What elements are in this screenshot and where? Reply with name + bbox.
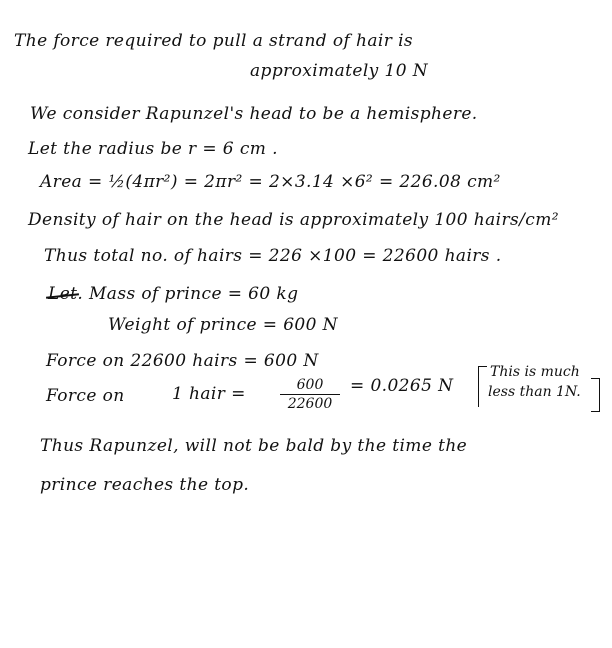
line-force-required: The force required to pull a strand of hair is	[14, 31, 414, 51]
note-line-2: less than 1N.	[488, 384, 581, 400]
line-approximately: approximately 10 N	[250, 61, 428, 81]
line-density: Density of hair on the head is approximately 100 hairs/cm²	[28, 210, 559, 230]
fraction-bar	[280, 394, 340, 395]
struck-word: Let	[48, 284, 78, 304]
note-close-bracket	[591, 378, 600, 412]
line-radius: Let the radius be r = 6 cm .	[28, 139, 278, 159]
mass-text: . Mass of prince = 60 kg	[77, 284, 299, 304]
line-conclusion-1: Thus Rapunzel, will not be bald by the time the	[40, 436, 468, 456]
note-line-1: This is much	[490, 364, 580, 380]
line-area: Area = ½(4πr²) = 2πr² = 2×3.14 ×6² = 226.08 cm²	[40, 172, 501, 192]
line-force-result: = 0.0265 N	[350, 376, 454, 396]
line-force-one-hair: 1 hair =	[172, 384, 246, 404]
line-weight: Weight of prince = 600 N	[108, 315, 338, 335]
line-hemisphere: We consider Rapunzel's head to be a hemisphere.	[30, 104, 478, 124]
note-open-bracket	[478, 366, 487, 407]
line-mass	[48, 284, 298, 304]
fraction	[280, 377, 340, 412]
line-force-one-label: Force on	[46, 386, 125, 406]
fraction-denominator: 22600	[287, 396, 333, 412]
fraction-numerator: 600	[296, 377, 324, 393]
line-conclusion-2: prince reaches the top.	[40, 475, 250, 495]
line-total-hairs: Thus total no. of hairs = 226 ×100 = 22600 hairs .	[44, 246, 502, 266]
line-force-total: Force on 22600 hairs = 600 N	[46, 351, 319, 371]
